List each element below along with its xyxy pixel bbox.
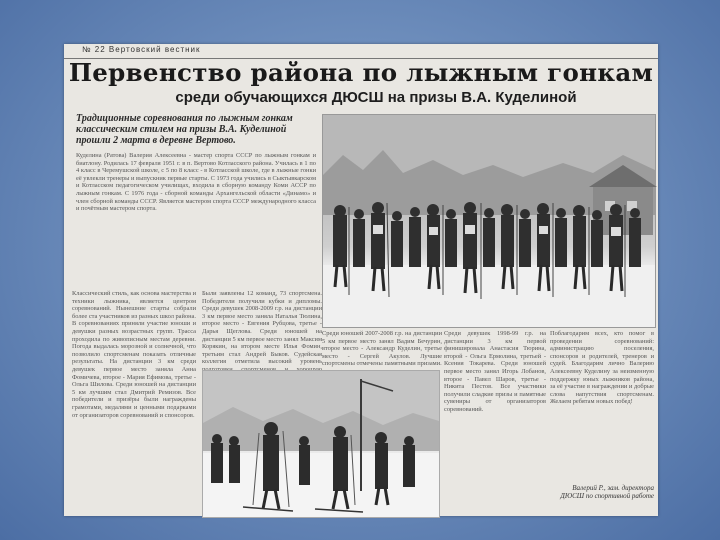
- article-headline: Первенство района по лыжным гонкам: [68, 58, 654, 87]
- article-intro: Куделина (Ратова) Валерия Алексеевна - мастер спорта СССР по лыжным гонкам и биатлону. Родилась 17 февраля 1951 г. в п. Вертово Котласского района. Училась в 1 по 4 класс в Черемушской школе, с 5 по 8 класс - в Котласской школе, где в лыжные гонки её увлекли тренеры и выпускник первые старты. С 1973 года учились в Сыктывкарском и Котласском педагогическом училищах, входила в сборную команду Коми АССР по лыжным гонкам. С 1976 года - сборной команды Архангельской области «Динамо» и член сборной команды СССР. Является мастером спорта СССР международного класса и почётным мастером спорта.: [76, 152, 316, 213]
- masthead-text: № 22 Вертовский вестник: [82, 45, 201, 54]
- article-column-right-3: Поблагодарим всех, кто помог в проведении соревнований: администрацию поселения, спонсоров и родителей, тренеров и судей. Благодарим лично Валерию Алексеевну Куделину за неизменную поддержку юных лыжников района, за её участие в награждении и добрые слова напутствия спортсменам. Желаем ребятам новых побед!: [550, 330, 654, 406]
- photo-race-start: [202, 370, 440, 518]
- article-column-middle: Были заявлены 12 команд, 73 спортсмена. Победители получили кубки и дипломы. Среди девушек 2008-2009 г.р. на дистанции 3 км первое место заняла Наталья Тюлина, второе место - Евгения Рубцова, третье - Дарья Щеглова. Среди юношей на дистанции 5 км первое место занял Максим Корякин, на втором месте Илья Фомин, третьим стал Андрей Быков. Судейская коллегия отметила высокий уровень: [202, 290, 322, 366]
- newspaper-clipping: [64, 44, 658, 516]
- article-signature: Валерий Р., зам. директора ДЮСШ по спортивной работе: [560, 484, 654, 500]
- masthead-strip: [64, 44, 658, 59]
- photo-group-skiers: [322, 114, 656, 328]
- article-lead: Традиционные соревнования по лыжным гонкам классическим стилем на призы В.А. Куделиной прошли 2 марта в деревне Вертово.: [76, 113, 293, 146]
- article-column-right-1: Среди юношей 2007-2008 г.р. на дистанции 5 км первое место занял Вадим Бечурин, второе место - Александр Куделин, третье место - Сергей Акулов. Лучшие спортсмены отмечены памятными призами.: [322, 330, 442, 368]
- article-column-right-2: Среди девушек 1998-99 г.р. на дистанции 3 км первой финишировала Анастасия Тюрина, второй - Ольга Ермолина, третьей - Ксения Токарева. Среди юношей первое место занял Игорь Лобанов, второе - Павел Шаров, третье - Никита Пестов. Все участники получили сладкие призы и памятные сувениры от организаторов соревнований.: [444, 330, 546, 413]
- article-subhead: среди обучающихся ДЮСШ на призы В.А. Куделиной: [175, 89, 577, 106]
- article-column-left: Классический стиль, как основа мастерства и техники лыжника, является центром соревнований. Нынешние старты собрали более ста участников из разных школ района. В соревнованиях приняли участие юноши и девушки разных возрастных групп. Трасса проходила по живописным местам деревни. Погода выдалась морозной и солнечной, что позволило спортсменам показать отличные результаты. На дистанции 3 км среди девушек первое место заняла Анна Фомичева, второе - Мария Ефимова, третье - Ольга Шилова. Среди юношей на дистанции 5 км лучшим стал Дмитрий Ремизов. Все победители и призёры были награждены грамотами, медалями и ценными подарками от организаторов соревнований и спонсоров.: [72, 290, 196, 419]
